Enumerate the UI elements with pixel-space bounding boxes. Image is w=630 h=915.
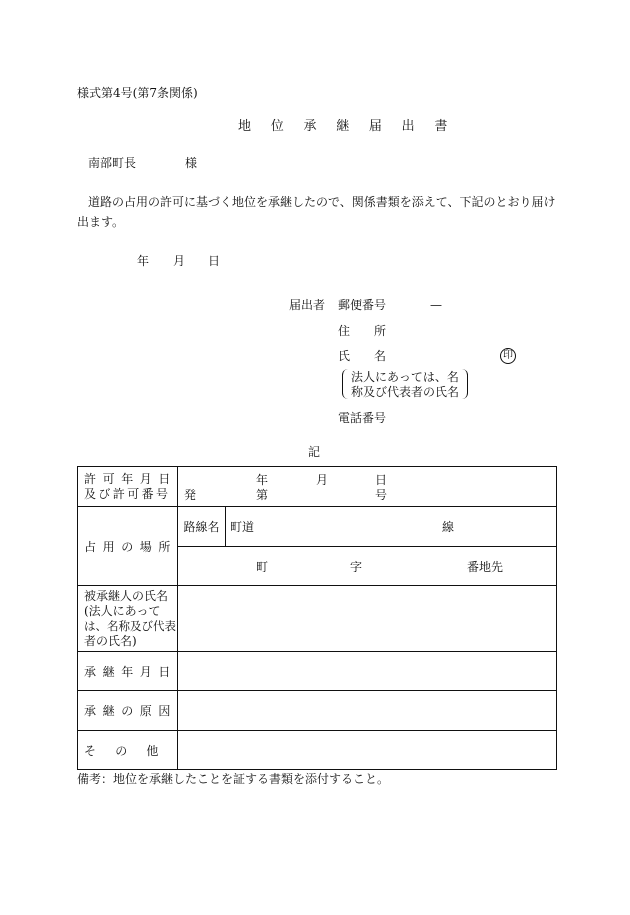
permit-date-label-b: 及び許可番号 (84, 486, 171, 501)
permit-go: 号 (375, 488, 388, 502)
occupancy-place-label: 占用の場所 (78, 507, 178, 586)
predecessor-label-c: は、名称及び代表 (84, 618, 176, 633)
route-name-label: 路線名 (178, 507, 226, 547)
permit-year: 年 (256, 473, 269, 487)
location-aza: 字 (350, 560, 363, 574)
permit-date-label-a: 許可年月日 (84, 471, 178, 486)
permit-date-value-cell[interactable] (178, 467, 557, 507)
notifier-label: 届出者 (289, 298, 326, 312)
corporate-note-line2: 称及び代表者の氏名 (351, 385, 460, 399)
succession-cause-label: 承継の原因 (78, 691, 178, 731)
postal-code-label: 郵便番号 (338, 298, 387, 312)
date-month: 月 (173, 254, 186, 268)
body-text-line2: 出ます。 (77, 215, 125, 229)
body-text-line1: 道路の占用の許可に基づく地位を承継したので、関係書類を添えて、下記のとおり届け (88, 195, 556, 209)
location-machi: 町 (256, 560, 269, 574)
postal-code-dash: — (430, 298, 442, 312)
route-name-value: 町道 (230, 520, 255, 534)
remarks-note: 備考：地位を承継したことを証する書類を添付すること。 (77, 772, 390, 786)
date-year: 年 (137, 254, 150, 268)
table-row (78, 507, 557, 547)
succession-cause-value-cell[interactable] (178, 691, 557, 731)
predecessor-value-cell[interactable] (178, 586, 557, 652)
permit-day: 日 (375, 473, 388, 487)
route-name-value-cell[interactable] (226, 507, 557, 547)
succession-date-label: 承継年月日 (78, 652, 178, 691)
predecessor-label-a: 被承継人の氏名 (84, 588, 169, 603)
details-table (77, 466, 557, 770)
phone-label: 電話番号 (338, 411, 387, 425)
permit-date-label-cell (78, 467, 178, 507)
table-row (78, 691, 557, 731)
predecessor-label-d: 者の氏名) (84, 633, 137, 648)
other-label: そ の 他 (78, 731, 178, 770)
addressee-honorific: 様 (185, 156, 198, 170)
predecessor-label-b: (法人にあって (84, 603, 161, 618)
table-row (78, 467, 557, 507)
route-sen: 線 (442, 520, 455, 534)
corporate-note-line1: 法人にあっては、名 (351, 370, 459, 384)
corporate-note-bracket (342, 369, 468, 399)
permit-month: 月 (316, 473, 329, 487)
other-value-cell[interactable] (178, 731, 557, 770)
permit-dai: 第 (256, 488, 269, 502)
form-number: 様式第4号(第7条関係) (77, 86, 198, 100)
location-value-cell[interactable] (178, 547, 557, 586)
name-label: 氏 名 (338, 349, 393, 363)
address-label: 住 所 (338, 324, 393, 338)
seal-mark: 印 (500, 348, 516, 364)
table-row (78, 731, 557, 770)
date-day: 日 (208, 254, 221, 268)
predecessor-label-cell (78, 586, 178, 652)
permit-hatsu: 発 (184, 488, 197, 502)
ki-heading: 記 (308, 445, 321, 459)
succession-date-value-cell[interactable] (178, 652, 557, 691)
location-banchi: 番地先 (467, 560, 504, 574)
table-row (78, 652, 557, 691)
addressee-name: 南部町長 (88, 156, 137, 170)
document-title: 地 位 承 継 届 出 書 (238, 119, 456, 134)
table-row (78, 586, 557, 652)
